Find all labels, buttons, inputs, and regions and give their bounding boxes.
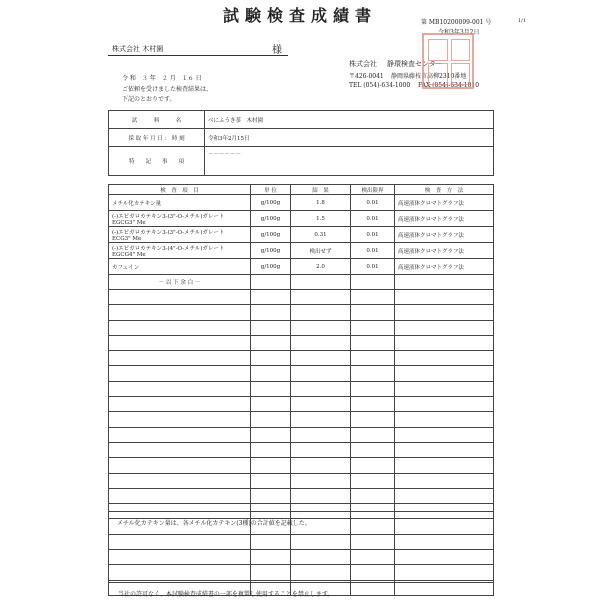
row-limit: 0.01 (351, 259, 395, 275)
empty-cell (109, 473, 251, 488)
empty-cell (109, 381, 251, 396)
empty-table-row (109, 351, 494, 366)
empty-cell (251, 335, 291, 350)
empty-cell (291, 335, 351, 350)
empty-table-row (109, 335, 494, 350)
empty-cell (251, 427, 291, 442)
issuer-fax: FAX (054)-634-1010 (418, 82, 480, 89)
empty-table-row (109, 290, 494, 305)
row-unit: g/100g (251, 211, 291, 227)
empty-cell (395, 366, 494, 381)
page-number: 1/1 (518, 18, 527, 24)
empty-table-row (109, 305, 494, 320)
row-limit: 0.01 (351, 227, 395, 243)
header-unit: 単 位 (251, 185, 291, 195)
empty-cell (251, 488, 291, 503)
empty-cell (291, 381, 351, 396)
empty-table-row (109, 412, 494, 427)
empty-cell (351, 381, 395, 396)
empty-cell (395, 320, 494, 335)
empty-cell (395, 290, 494, 305)
row-method: 高速液体クロマトグラフ法 (395, 259, 494, 275)
empty-cell (109, 335, 251, 350)
empty-cell (291, 290, 351, 305)
footer-note: 当社の許可なく、本試験検査成績書の一部を複製し使用することを禁止します。 (118, 591, 334, 598)
info-row (109, 111, 494, 129)
empty-cell (395, 427, 494, 442)
empty-cell (251, 381, 291, 396)
empty-cell (351, 320, 395, 335)
empty-cell (395, 397, 494, 412)
empty-cell (351, 366, 395, 381)
empty-cell (109, 351, 251, 366)
remarks-text: メチル化カテキン量は、各メチル化カテキン(3種)の合計値を記載した。 (117, 520, 311, 527)
empty-cell (351, 335, 395, 350)
info-value: べにふうき茶 木村園 (205, 111, 494, 129)
table-row (109, 275, 494, 290)
empty-cell (109, 305, 251, 320)
row-unit: g/100g (251, 195, 291, 211)
empty-cell (109, 442, 251, 457)
empty-cell (395, 275, 494, 290)
empty-cell (109, 458, 251, 473)
empty-cell (351, 427, 395, 442)
empty-cell (291, 366, 351, 381)
row-result: 1.8 (291, 195, 351, 211)
empty-table-row (109, 397, 494, 412)
empty-cell (291, 473, 351, 488)
empty-cell (291, 305, 351, 320)
letter-line-2: 下記のとおりです。 (122, 96, 176, 103)
table-row (109, 195, 494, 211)
issuer-tel: TEL (054)-634-1000 (349, 82, 411, 89)
empty-cell (351, 275, 395, 290)
info-label: 試 料 名 (109, 111, 205, 129)
row-item: カフェイン (109, 259, 251, 275)
empty-cell (351, 412, 395, 427)
client-name: 株式会社 木村園 (112, 45, 164, 53)
empty-cell (351, 397, 395, 412)
results-header-row (109, 185, 494, 195)
issuer-company-prefix: 株式会社 (349, 60, 377, 68)
empty-cell (351, 458, 395, 473)
empty-cell (395, 488, 494, 503)
empty-table-row (109, 381, 494, 396)
info-label: 特 記 事 項 (109, 147, 205, 176)
issuer-postal: 〒426-0041 (349, 73, 384, 80)
empty-cell (109, 320, 251, 335)
empty-table-row (109, 458, 494, 473)
info-row (109, 129, 494, 147)
empty-cell (109, 488, 251, 503)
empty-cell (251, 412, 291, 427)
empty-cell (395, 412, 494, 427)
header-result: 結 果 (291, 185, 351, 195)
empty-table-row (109, 427, 494, 442)
table-row (109, 227, 494, 243)
row-limit: 0.01 (351, 211, 395, 227)
empty-cell (351, 473, 395, 488)
empty-cell (251, 397, 291, 412)
row-unit: g/100g (251, 227, 291, 243)
empty-cell (251, 320, 291, 335)
empty-cell (109, 427, 251, 442)
row-result: 0.31 (291, 227, 351, 243)
info-row (109, 147, 494, 176)
empty-cell (291, 412, 351, 427)
empty-cell (351, 290, 395, 305)
row-result: 検出せず (291, 243, 351, 259)
empty-cell (351, 305, 395, 320)
empty-cell (395, 442, 494, 457)
empty-cell (395, 305, 494, 320)
empty-cell (251, 351, 291, 366)
row-result: 2.0 (291, 259, 351, 275)
empty-cell (291, 458, 351, 473)
sample-info-table (108, 110, 494, 176)
empty-cell (291, 442, 351, 457)
row-item: (-)エピガロカテキン3-(3"-O-メチル)ガレート ECG3" Me (109, 227, 251, 243)
row-method: 高速液体クロマトグラフ法 (395, 243, 494, 259)
empty-cell (251, 366, 291, 381)
empty-cell (395, 351, 494, 366)
empty-cell (109, 366, 251, 381)
empty-cell (291, 351, 351, 366)
table-row (109, 259, 494, 275)
issuer-company: 静環検査センター (387, 60, 443, 68)
row-limit: 0.01 (351, 195, 395, 211)
empty-table-row (109, 473, 494, 488)
row-item: (-)エピガロカテキン3-(4"-O-メチル)ガレート EGCG4" Me (109, 243, 251, 259)
row-unit: g/100g (251, 259, 291, 275)
empty-table-row (109, 366, 494, 381)
client-honorific: 様 (272, 45, 282, 56)
row-item: (-)エピガロカテキン3-(3"-O-メチル)ガレート EGCG3" Me (109, 211, 251, 227)
remarks-box (108, 511, 494, 583)
row-method: 高速液体クロマトグラフ法 (395, 195, 494, 211)
empty-cell (109, 412, 251, 427)
empty-cell (351, 442, 395, 457)
empty-cell (351, 488, 395, 503)
document-title: 試験検査成績書 (222, 6, 377, 25)
client-underline (108, 55, 288, 56)
empty-cell (109, 397, 251, 412)
row-item: メチル化カテキン量 (109, 195, 251, 211)
end-note: － 以 下 余 白 － (109, 275, 251, 290)
empty-cell (395, 335, 494, 350)
row-method: 高速液体クロマトグラフ法 (395, 227, 494, 243)
empty-cell (251, 290, 291, 305)
header-limit: 検出限界 (351, 185, 395, 195)
row-method: 高速液体クロマトグラフ法 (395, 211, 494, 227)
empty-cell (291, 488, 351, 503)
row-result: 1.5 (291, 211, 351, 227)
empty-cell (109, 290, 251, 305)
info-label: 採 取 年 月 日 ： 時 刻 (109, 129, 205, 147)
info-value: 令和3年2月15日 (205, 129, 494, 147)
table-row (109, 211, 494, 227)
empty-cell (395, 381, 494, 396)
empty-cell (291, 427, 351, 442)
empty-cell (395, 473, 494, 488)
header-item: 検 査 項 目 (109, 185, 251, 195)
row-limit: 0.01 (351, 243, 395, 259)
company-seal (422, 33, 474, 89)
issuer-address: 静岡県藤枝市高柳2310番地 (391, 73, 467, 80)
issue-date: 令和3年3月2日 (438, 29, 480, 36)
empty-cell (291, 397, 351, 412)
empty-table-row (109, 320, 494, 335)
empty-cell (291, 275, 351, 290)
row-unit: g/100g (251, 243, 291, 259)
empty-cell (251, 458, 291, 473)
table-row (109, 243, 494, 259)
empty-cell (251, 442, 291, 457)
empty-cell (251, 275, 291, 290)
letter-line-1: ご依頼を受けました検査結果は、 (122, 86, 213, 93)
empty-cell (251, 473, 291, 488)
empty-table-row (109, 442, 494, 457)
info-value: －－－－－－ (205, 147, 494, 176)
empty-cell (351, 351, 395, 366)
empty-table-row (109, 488, 494, 503)
header-method: 検 査 方 法 (395, 185, 494, 195)
letter-date: 令 和 ３ 年 ２ 月 １６ 日 (122, 75, 202, 82)
empty-cell (291, 320, 351, 335)
document-number: 第 MB10200099-001 号 (421, 19, 492, 26)
empty-cell (395, 458, 494, 473)
empty-cell (251, 305, 291, 320)
